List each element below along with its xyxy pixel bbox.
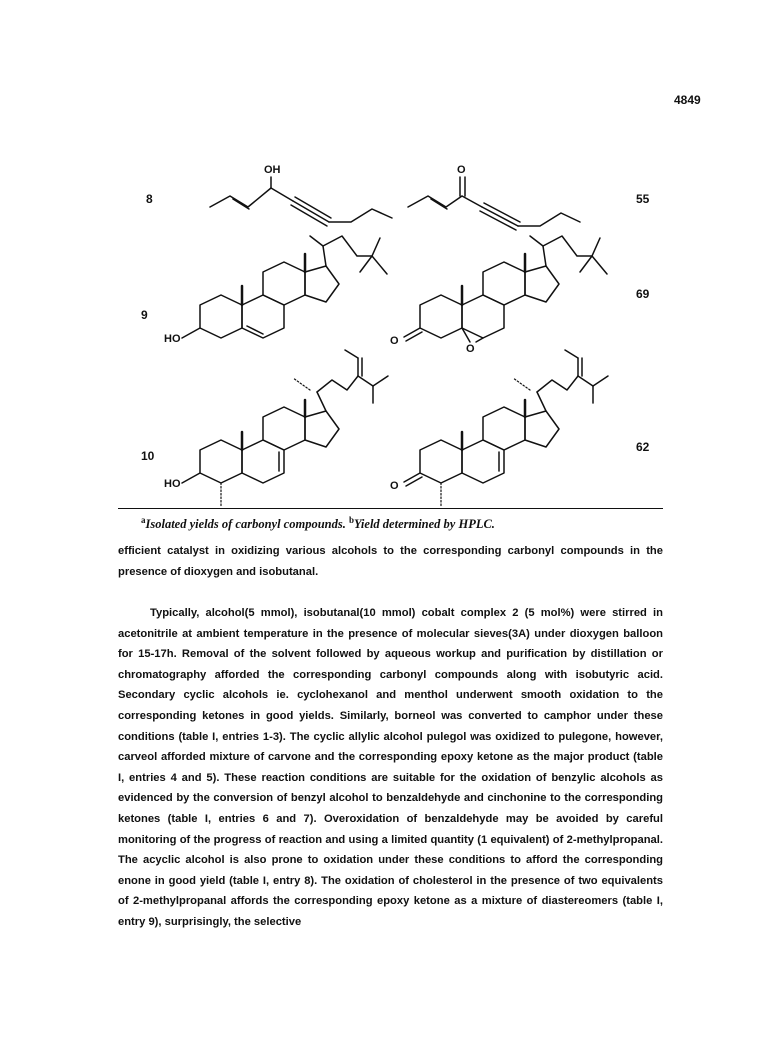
structure-10-ho-label: HO xyxy=(164,478,181,490)
structure-10-o-label: O xyxy=(390,480,399,492)
page-number: 4849 xyxy=(674,93,701,107)
entry-number-9: 9 xyxy=(141,308,148,322)
structure-9-epoxide-o-label: O xyxy=(466,343,475,355)
entry-number-10: 10 xyxy=(141,449,155,463)
structure-9-keto-o-label: O xyxy=(390,335,399,347)
structure-10-product xyxy=(380,356,620,506)
structure-8-oh-label: OH xyxy=(264,164,281,176)
entry-number-8: 8 xyxy=(146,192,153,206)
table-footnote xyxy=(141,515,495,532)
body-paragraph-text: Typically, alcohol(5 mmol), isobutanal(10 mmol) cobalt complex 2 (5 mol%) were stirred in acetonitrile at ambient temperature in the presence of molecular sieves(3A) under dioxygen balloon for 15-17h. Removal of the solvent followed by aqueous workup and purification by distillation or chromatography afforded the corresponding carbonyl compounds along with isobutyric acid. Secondary cyclic alcohols ie. cyclohexanol and menthol underwent smooth oxidation to the corresponding ketones in good yields. Similarly, borneol was converted to camphor under these conditions (table I, entries 1-3). The cyclic allylic alcohol pulegol was oxidized to pulegone, however, carveol afforded mixture of carvone and the corresponding epoxy ketone as the major product (table I, entries 4 and 5). These reaction conditions are suitable for the oxidation of benzylic alcohols as evidenced by the conversion of benzyl alcohol to benzaldehyde and cinchonine to the corresponding ketones (table I, entries 6 and 7). Overoxidation of benzaldehyde may be avoided by careful monitoring of the progress of reaction and using a limited quantity (1 equivalent) of 2-methylpropanal. The acyclic alcohol is also prone to oxidation under these conditions to afford the corresponding enone in good yield (table I, entry 8). The oxidation of cholesterol in the presence of two equivalents of 2-methylpropanal affords the corresponding epoxy ketone as a mixture of diastereomers (table I, entry 9), surprisingly, the selective xyxy=(118,607,663,928)
footnote-a-marker: a xyxy=(141,515,146,525)
table-bottom-rule xyxy=(118,508,663,509)
yield-entry-8: 55 xyxy=(636,192,650,206)
structure-9-substrate-cholesterol xyxy=(160,226,400,356)
structure-9-ho-label: HO xyxy=(164,333,181,345)
structure-8-substrate xyxy=(200,160,400,230)
yield-entry-9: 69 xyxy=(636,287,650,301)
yield-entry-10: 62 xyxy=(636,440,650,454)
footnote-a-text: Isolated yields of carbonyl compounds. xyxy=(145,517,346,532)
footnote-b-text: Yield determined by HPLC. xyxy=(353,517,495,532)
body-paragraph xyxy=(118,603,663,933)
structure-9-product-epoxyketone xyxy=(380,226,620,356)
intro-paragraph xyxy=(118,541,663,582)
structure-8-o-label: O xyxy=(457,164,466,176)
structure-8-product xyxy=(398,160,598,230)
intro-paragraph-text: efficient catalyst in oxidizing various alcohols to the corresponding carbonyl compounds in the presence of dioxygen and isobutanal. xyxy=(118,545,663,578)
structure-10-substrate xyxy=(160,356,400,506)
footnote-b-marker: b xyxy=(348,515,354,525)
